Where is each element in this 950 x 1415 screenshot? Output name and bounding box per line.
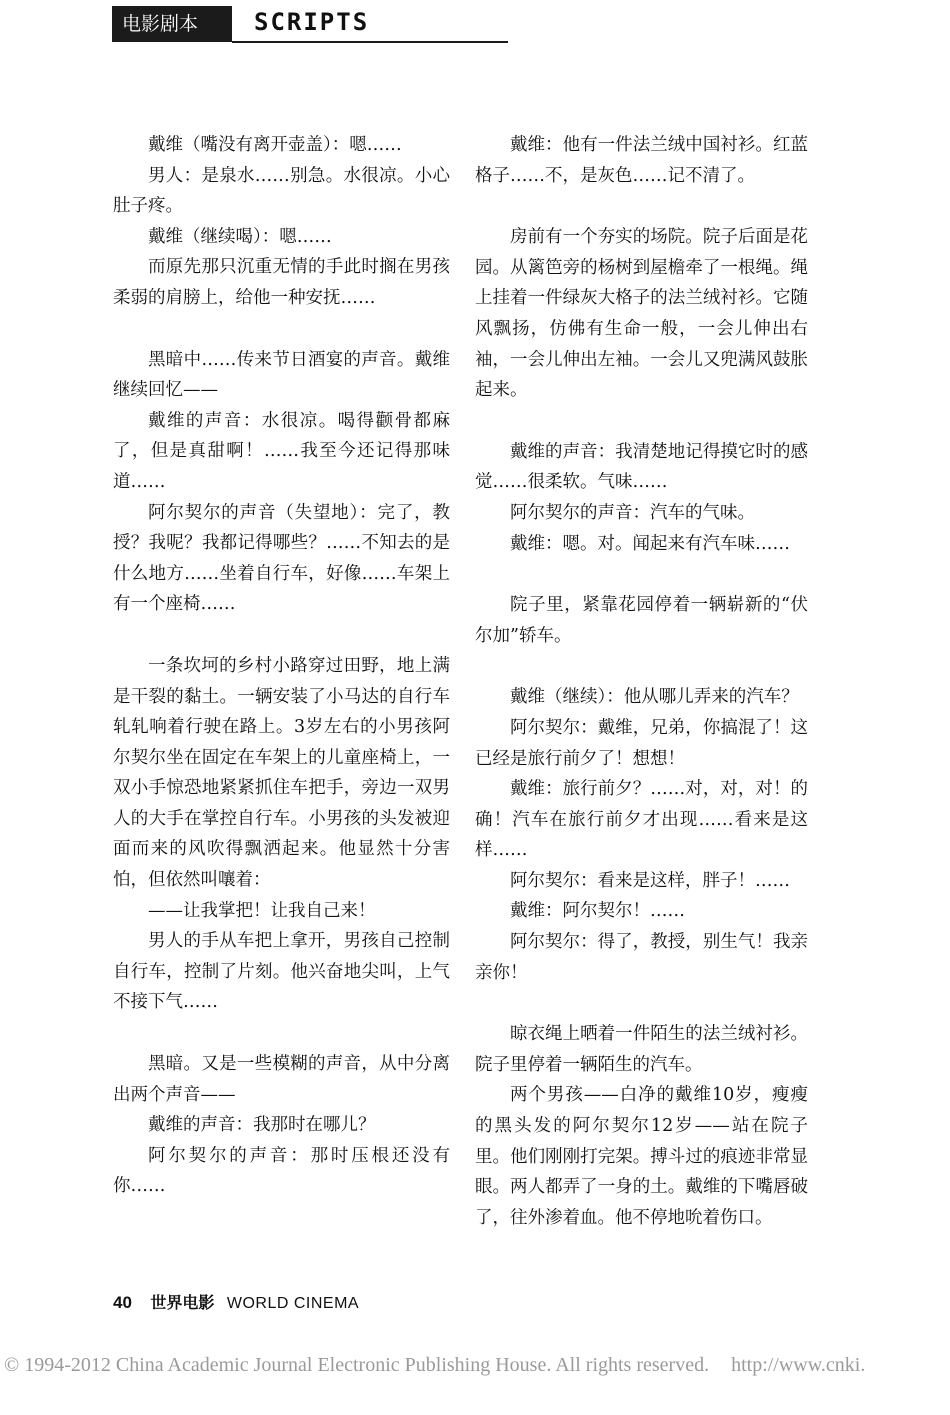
- script-paragraph: 两个男孩——白净的戴维10岁，瘦瘦的黑头发的阿尔契尔12岁——站在院子里。他们刚刚打完架。搏斗过的痕迹非常显眼。两人都弄了一身的土。戴维的下嘴唇破了，往外渗着血。他不停地吮着伤口。: [475, 1085, 808, 1228]
- script-paragraph: 戴维（嘴没有离开壶盖）：嗯……: [148, 135, 402, 155]
- script-paragraph: 黑暗中……传来节日酒宴的声音。戴维继续回忆——: [113, 349, 450, 401]
- script-paragraph: 阿尔契尔：得了，教授，别生气！我亲亲你！: [475, 932, 808, 983]
- script-paragraph: ——让我掌把！让我自己来！: [148, 900, 376, 921]
- section-tag: 电影剧本: [112, 6, 232, 42]
- script-paragraph: 男人：是泉水……别急。水很凉。小心肚子疼。: [113, 165, 450, 217]
- copyright-url: http://www.cnki.: [731, 1354, 866, 1376]
- script-paragraph: 阿尔契尔的声音：汽车的气味。: [510, 502, 755, 523]
- header-rule: [232, 41, 508, 43]
- script-paragraph: 阿尔契尔的声音（失望地）：完了，教授？我呢？我都记得哪些？……不知去的是什么地方……坐着自行车，好像……车架上有一个座椅……: [113, 502, 450, 615]
- script-paragraph: 黑暗。又是一些模糊的声音，从中分离出两个声音——: [113, 1054, 450, 1105]
- script-paragraph: 而原先那只沉重无情的手此时搁在男孩柔弱的肩膀上，给他一种安抚……: [113, 257, 450, 308]
- script-paragraph: 戴维（继续喝）：嗯……: [148, 226, 332, 247]
- running-header: [112, 0, 508, 44]
- script-paragraph: 阿尔契尔：看来是这样，胖子！……: [510, 870, 790, 891]
- section-title: SCRIPTS: [254, 8, 370, 36]
- script-paragraph: 戴维（继续）：他从哪儿弄来的汽车？: [510, 687, 799, 708]
- page-number: 40: [113, 1293, 132, 1312]
- script-paragraph: 一条坎坷的乡村小路穿过田野，地上满是干裂的黏土。一辆安装了小马达的自行车轧轧响着行驶在路上。3岁左右的小男孩阿尔契尔坐在固定在车架上的儿童座椅上，一双小手惊恐地紧紧抓住车把手，旁边一双男人的大手在掌控自行车。小男孩的头发被迎面而来的风吹得飘洒起来。他显然十分害怕，但依然叫嚷着：: [113, 655, 450, 891]
- magazine-name: 世界电影: [150, 1295, 215, 1312]
- script-paragraph: 阿尔契尔：戴维，兄弟，你搞混了！这已经是旅行前夕了！想想！: [475, 717, 808, 769]
- copyright-line: [0, 1354, 950, 1377]
- script-paragraph: 戴维：他有一件法兰绒中国衬衫。红蓝格子……不，是灰色……记不清了。: [475, 135, 808, 186]
- script-paragraph: 晾衣绳上晒着一件陌生的法兰绒衬衫。院子里停着一辆陌生的汽车。: [475, 1024, 808, 1075]
- script-paragraph: 院子里，紧靠花园停着一辆崭新的“伏尔加”轿车。: [475, 595, 808, 646]
- script-paragraph: 阿尔契尔的声音：那时压根还没有你……: [113, 1145, 450, 1197]
- script-paragraph: 戴维：嗯。对。闻起来有汽车味……: [510, 533, 790, 554]
- script-paragraph: 房前有一个夯实的场院。院子后面是花园。从篱笆旁的杨树到屋檐牵了一根绳。绳上挂着一件绿灰大格子的法兰绒衬衫。它随风飘扬，仿佛有生命一般，一会儿伸出右袖，一会儿伸出左袖。一会儿又兜满风鼓胀起来。: [475, 227, 808, 401]
- copyright-text: © 1994-2012 China Academic Journal Electronic Publishing House. All rights reserved.: [4, 1354, 710, 1376]
- script-paragraph: 男人的手从车把上拿开，男孩自己控制自行车，控制了片刻。他兴奋地尖叫，上气不接下气……: [113, 931, 450, 1013]
- script-paragraph: 戴维：旅行前夕？……对，对，对！的确！汽车在旅行前夕才出现……看来是这样……: [475, 779, 808, 861]
- right-column: [475, 130, 808, 1233]
- left-column: [113, 130, 450, 1202]
- magazine-name-en: WORLD CINEMA: [226, 1295, 360, 1312]
- script-paragraph: 戴维：阿尔契尔！……: [510, 901, 685, 922]
- script-paragraph: 戴维的声音：我那时在哪儿？: [148, 1115, 376, 1136]
- script-paragraph: 戴维的声音：水很凉。喝得颧骨都麻了，但是真甜啊！……我至今还记得那味道……: [113, 410, 450, 492]
- script-paragraph: 戴维的声音：我清楚地记得摸它时的感觉……很柔软。气味……: [475, 441, 808, 493]
- page-footer: [113, 1290, 359, 1313]
